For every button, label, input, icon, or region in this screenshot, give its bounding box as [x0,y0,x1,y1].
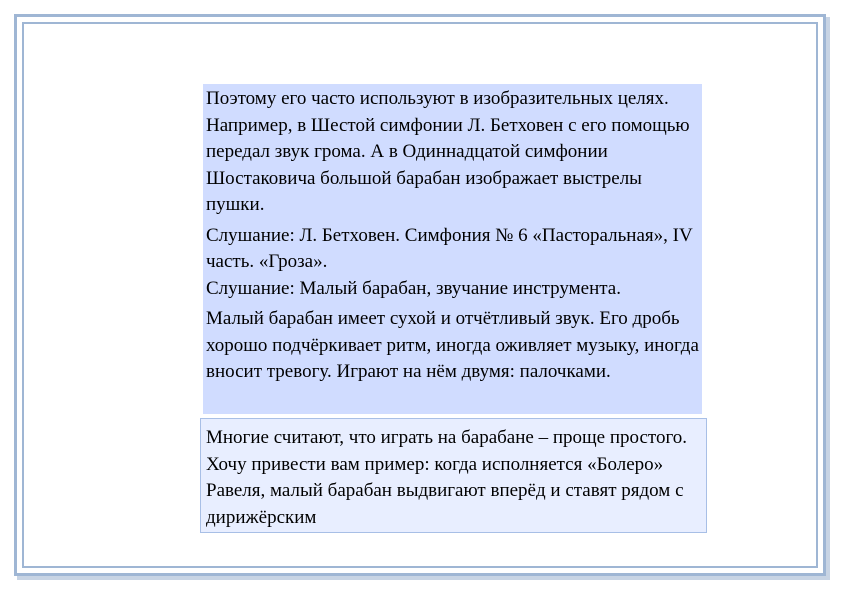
paragraph-listening-beethoven: Слушание: Л. Бетховен. Симфония № 6 «Пасторальная», IV часть. «Гроза». [206,224,693,272]
text-block-primary [203,84,702,414]
paragraph-thunder: Поэтому его часто используют в изобразительных целях. Например, в Шестой симфонии Л. Бетховен с его помощью передал звук грома. А в Одиннадцатой симфонии Шостаковича большой барабан изображает выстрелы пушки. [206,88,690,215]
text-block-secondary [200,418,707,533]
paragraph-bolero: Многие считают, что играть на барабане – проще простого. Хочу привести вам пример: когда исполняется «Болеро» Равеля, малый барабан выдвигают вперёд и ставят рядом с дирижёрским [206,427,688,528]
paragraph-snare-description: Малый барабан имеет сухой и отчётливый звук. Его дробь хорошо подчёркивает ритм, иногда оживляет музыку, иногда вносит тревогу. Играют на нём двумя: палочками. [206,308,699,382]
paragraph-listening-snare: Слушание: Малый барабан, звучание инструмента. [206,277,621,299]
frame-shadow-right [826,17,830,579]
frame-shadow-bottom [17,576,830,580]
